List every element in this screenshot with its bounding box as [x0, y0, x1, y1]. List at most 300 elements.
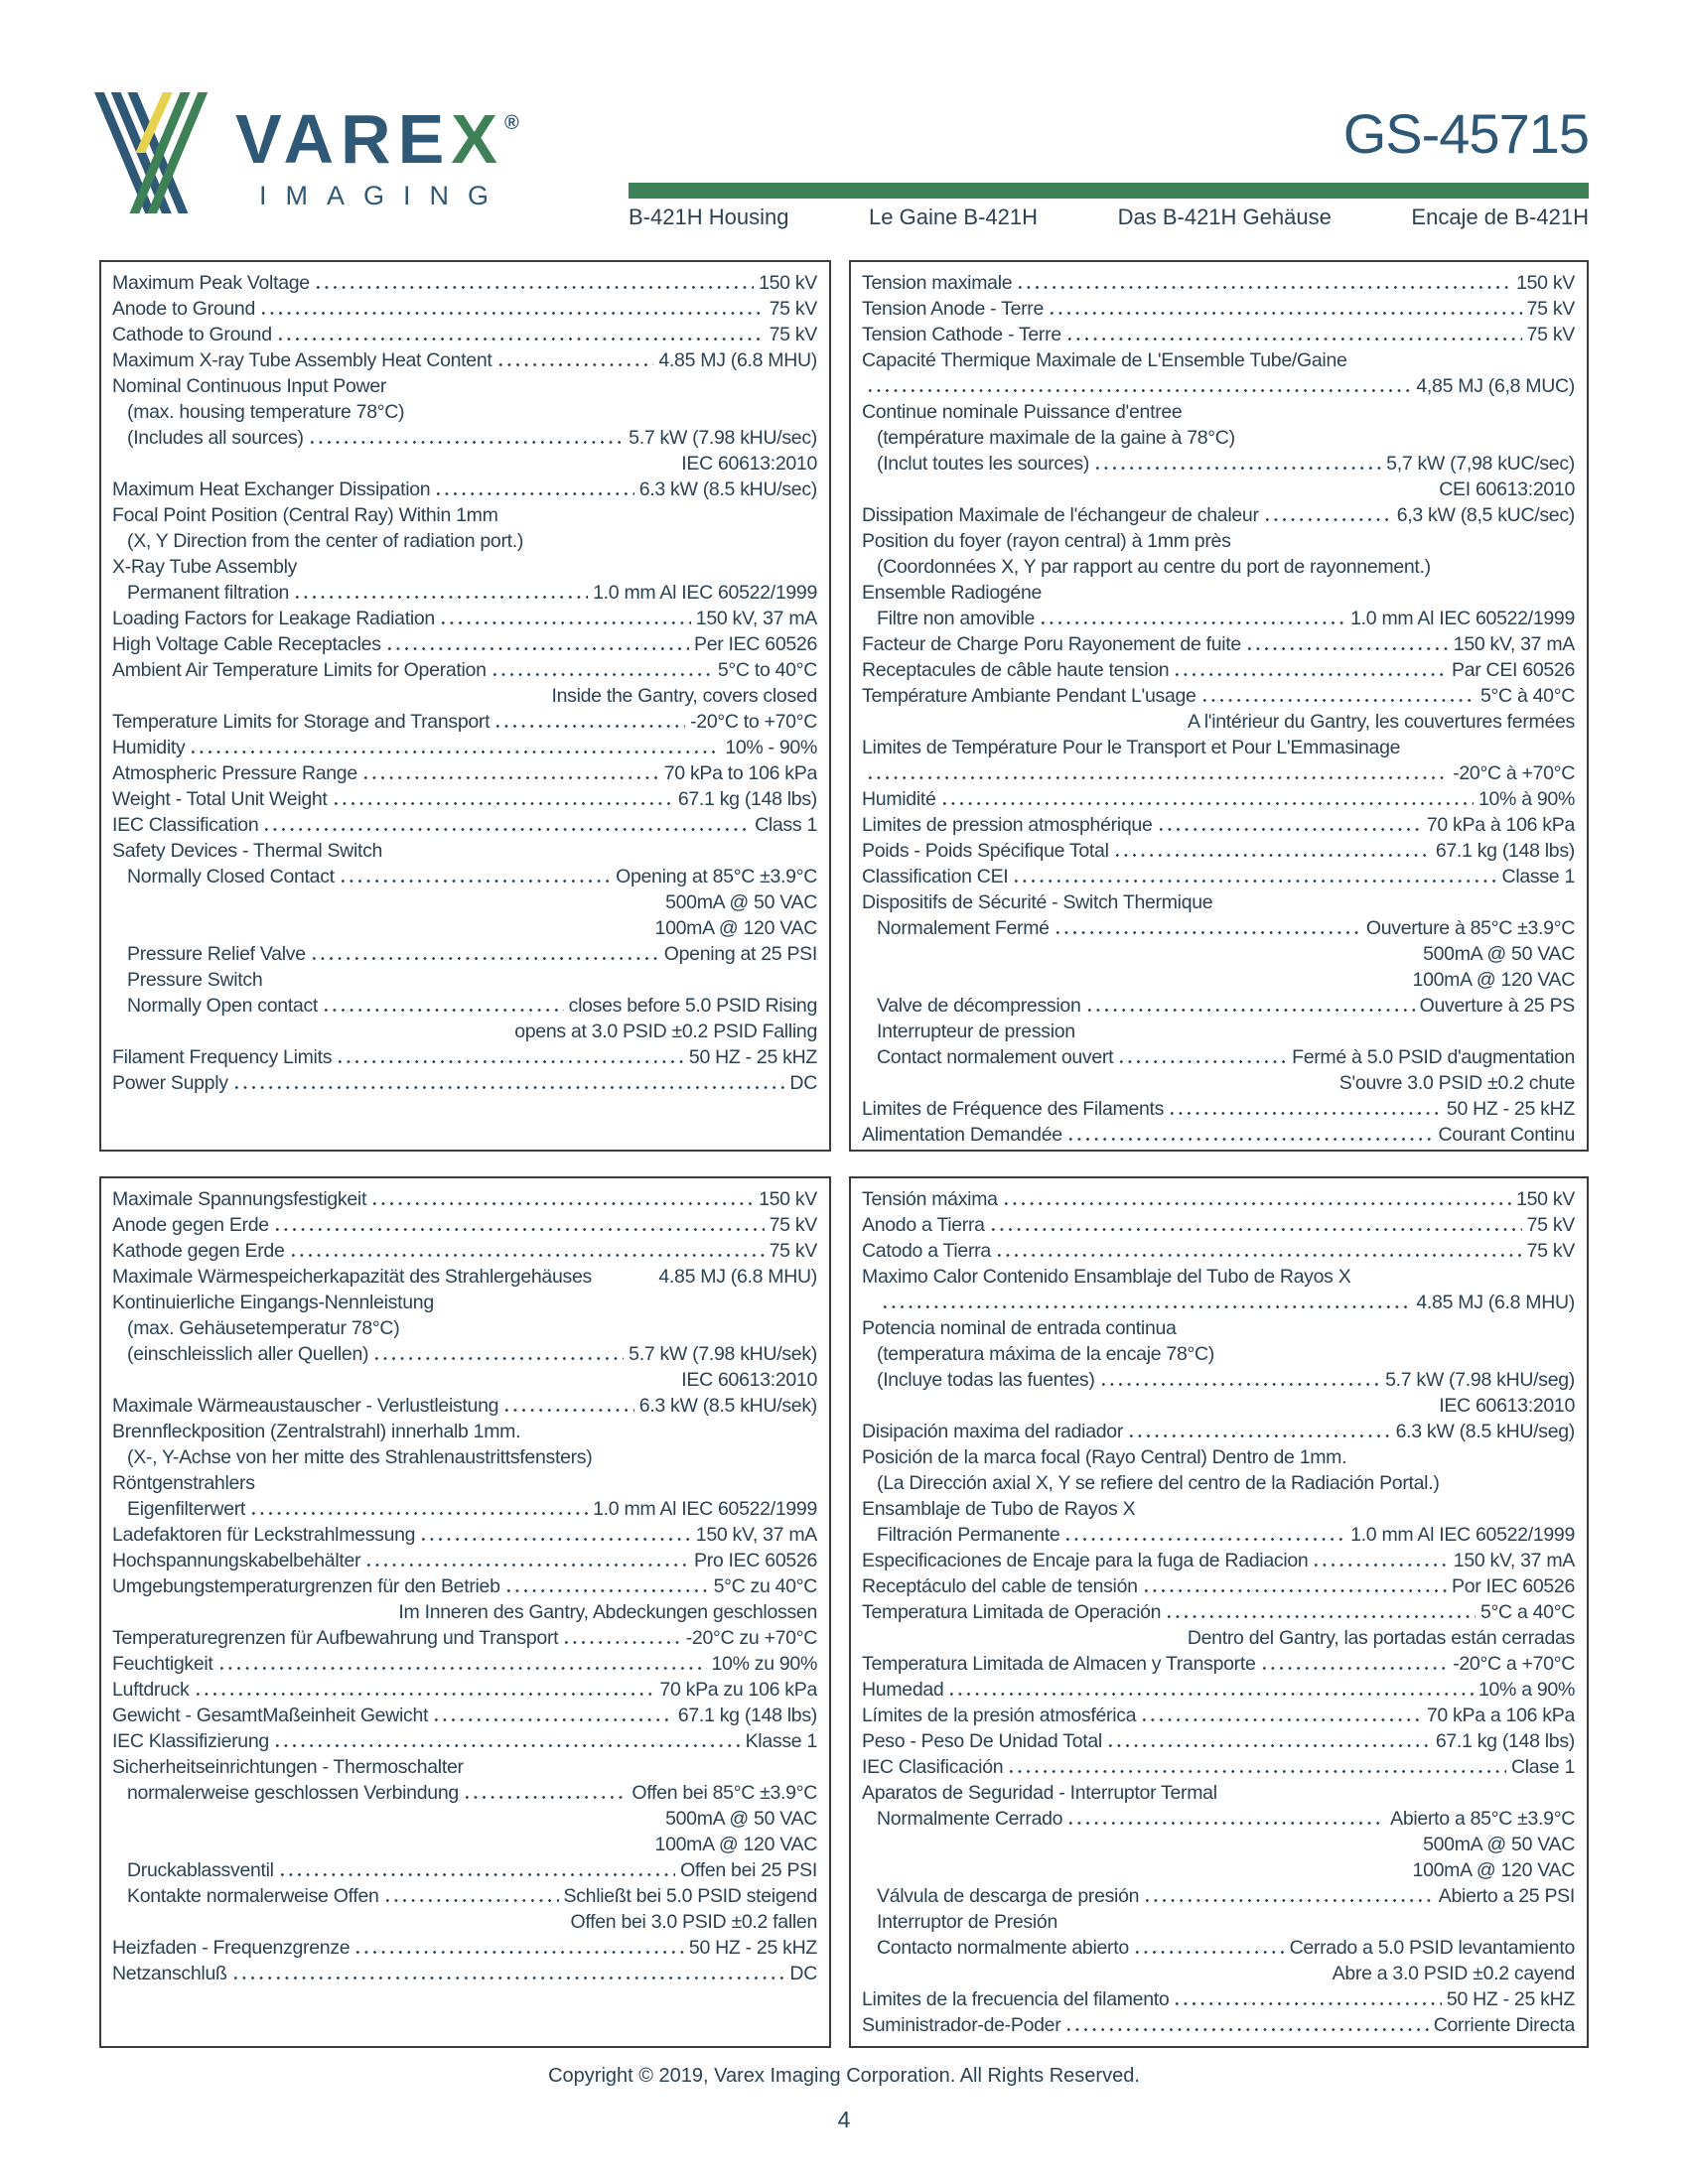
- spec-row: [862, 1703, 1575, 1728]
- spec-label: (max. Gehäusetemperatur 78°C): [127, 1317, 400, 1339]
- dot-leader: [462, 1780, 628, 1806]
- spec-value: 70 kPa à 106 kPa: [1426, 814, 1575, 836]
- dot-leader: [501, 1393, 634, 1419]
- spec-row: [112, 502, 817, 528]
- dot-leader: [1311, 1548, 1448, 1573]
- spec-label: Ensamblaje de Tubo de Rayos X: [862, 1498, 1136, 1520]
- spec-value: CEI 60613:2010: [1439, 478, 1575, 500]
- spec-label: Anode to Ground: [112, 298, 256, 320]
- spec-value: 70 kPa zu 106 kPa: [659, 1679, 817, 1701]
- brand-prefix: VARE: [235, 100, 452, 178]
- dot-leader: [331, 786, 673, 812]
- spec-row: [112, 1548, 817, 1573]
- spec-row: [112, 606, 817, 631]
- dot-leader: [1141, 1573, 1447, 1599]
- spec-value: 500mA @ 50 VAC: [1423, 943, 1575, 965]
- dot-leader: [1172, 1986, 1441, 2012]
- spec-value: Cerrado a 5.0 PSID levantamiento: [1289, 1937, 1575, 1959]
- spec-label: Weight - Total Unit Weight: [112, 788, 328, 810]
- spec-label: Druckablassventil: [127, 1859, 274, 1881]
- spec-row: [862, 709, 1575, 735]
- spec-value: Opening at 85°C ±3.9°C: [616, 866, 817, 887]
- spec-value: 500mA @ 50 VAC: [665, 1808, 817, 1830]
- spec-row: [862, 1238, 1575, 1264]
- spec-label: Röntgenstrahlers: [112, 1472, 255, 1494]
- spec-row: [112, 967, 817, 993]
- spec-row: [112, 709, 817, 735]
- product-code: GS-45715: [1342, 102, 1589, 165]
- spec-label: Dispositifs de Sécurité - Switch Thermique: [862, 891, 1213, 913]
- spec-value: 4.85 MJ (6.8 MHU): [1416, 1292, 1575, 1313]
- spec-row: [862, 1883, 1575, 1909]
- registered-mark: ®: [504, 112, 519, 134]
- spec-row: [112, 1677, 817, 1703]
- spec-value: 100mA @ 120 VAC: [1412, 969, 1575, 991]
- spec-value: 1.0 mm Al IEC 60522/1999: [593, 582, 817, 604]
- spec-row: [862, 373, 1575, 399]
- spec-label: Maximum X-ray Tube Assembly Heat Content: [112, 349, 492, 371]
- spec-row: [112, 451, 817, 477]
- spec-value: A l'intérieur du Gantry, les couvertures fermées: [1188, 711, 1575, 733]
- spec-row: [862, 2012, 1575, 2038]
- spec-value: 75 kV: [769, 1214, 817, 1236]
- spec-label: Maximo Calor Contenido Ensamblaje del Tubo de Rayos X: [862, 1266, 1351, 1288]
- spec-label: Anodo a Tierra: [862, 1214, 985, 1236]
- spec-row: [112, 1703, 817, 1728]
- spec-value: 500mA @ 50 VAC: [1423, 1834, 1575, 1855]
- spec-row: [112, 1290, 817, 1315]
- spec-row: [112, 657, 817, 683]
- spec-value: Opening at 25 PSI: [663, 943, 817, 965]
- spec-row: [862, 941, 1575, 967]
- spec-row: [862, 296, 1575, 322]
- spec-value: Class 1: [755, 814, 817, 836]
- spec-label: Maximale Spannungsfestigkeit: [112, 1188, 367, 1210]
- spec-row: [862, 735, 1575, 760]
- spec-label: Limites de la frecuencia del filamento: [862, 1988, 1170, 2010]
- spec-value: 5°C to 40°C: [717, 659, 817, 681]
- spec-label: (Coordonnées X, Y par rapport au centre du port de rayonnement.): [877, 556, 1431, 578]
- spec-value: 1.0 mm Al IEC 60522/1999: [1350, 608, 1575, 629]
- spec-label: Limites de Température Pour le Transport et Pour L'Emmasinage: [862, 737, 1401, 758]
- spec-label: Interruptor de Presión: [877, 1911, 1058, 1933]
- spec-row: [112, 1728, 817, 1754]
- spec-row: [112, 580, 817, 606]
- spec-value: 67.1 kg (148 lbs): [677, 788, 817, 810]
- spec-value: Clase 1: [1510, 1756, 1575, 1778]
- spec-label: Válvula de descarga de presión: [877, 1885, 1140, 1907]
- dot-leader: [1064, 322, 1522, 347]
- spec-row: [862, 1186, 1575, 1212]
- spec-value: 67.1 kg (148 lbs): [677, 1705, 817, 1726]
- spec-row: [112, 1019, 817, 1044]
- spec-label: Ensemble Radiogéne: [862, 582, 1043, 604]
- spec-row: [112, 296, 817, 322]
- dot-leader: [1065, 1122, 1434, 1148]
- dot-leader: [1092, 451, 1381, 477]
- spec-label: Gewicht - GesamtMaßeinheit Gewicht: [112, 1705, 429, 1726]
- spec-label: Focal Point Position (Central Ray) Within 1mm: [112, 504, 498, 526]
- dot-leader: [1139, 1703, 1422, 1728]
- dot-leader: [561, 1625, 680, 1651]
- spec-row: [862, 1573, 1575, 1599]
- spec-row: [112, 1651, 817, 1677]
- spec-label: Poids - Poids Spécifique Total: [862, 840, 1109, 862]
- spec-value: Klasse 1: [745, 1730, 817, 1752]
- brand-name: [235, 87, 519, 178]
- dot-leader: [1167, 1096, 1442, 1122]
- dot-leader: [503, 1573, 709, 1599]
- spec-row: [862, 322, 1575, 347]
- spec-value: 75 kV: [769, 324, 817, 345]
- spec-row: [862, 425, 1575, 451]
- spec-label: normalerweise geschlossen Verbindung: [127, 1782, 459, 1804]
- spec-row: [862, 1651, 1575, 1677]
- spec-row: [862, 1780, 1575, 1806]
- spec-label: Valve de décompression: [877, 995, 1081, 1017]
- dot-leader: [1199, 683, 1476, 709]
- dot-leader: [272, 1212, 765, 1238]
- spec-label: Eigenfilterwert: [127, 1498, 246, 1520]
- spec-value: 6.3 kW (8.5 kHU/sec): [638, 478, 817, 500]
- spec-value: 5°C a 40°C: [1480, 1601, 1575, 1623]
- spec-label: Hochspannungskabelbehälter: [112, 1550, 361, 1571]
- spec-row: [862, 1522, 1575, 1548]
- spec-row: [862, 1264, 1575, 1290]
- spec-label: Température Ambiante Pendant L'usage: [862, 685, 1196, 707]
- spec-label: Kathode gegen Erde: [112, 1240, 285, 1262]
- spec-value: Im Inneren des Gantry, Abdeckungen geschlossen: [398, 1601, 817, 1623]
- spec-row: [862, 502, 1575, 528]
- spec-row: [112, 1186, 817, 1212]
- spec-label: (temperatura máxima de la encaje 78°C): [877, 1343, 1214, 1365]
- spec-label: Classification CEI: [862, 866, 1009, 887]
- spec-panel-spanish: [849, 1176, 1589, 2048]
- spec-row: [862, 1496, 1575, 1522]
- dot-leader: [338, 864, 611, 889]
- dot-leader: [384, 631, 689, 657]
- spec-label: Limites de Fréquence des Filaments: [862, 1098, 1165, 1120]
- dot-leader: [230, 1961, 785, 1986]
- spec-row: [862, 1444, 1575, 1470]
- spec-row: [862, 1986, 1575, 2012]
- spec-row: [112, 1212, 817, 1238]
- spec-label: Loading Factors for Leakage Radiation: [112, 608, 435, 629]
- spec-value: Classe 1: [1501, 866, 1575, 887]
- varex-logo: [94, 87, 519, 218]
- dot-leader: [946, 1677, 1474, 1703]
- spec-value: 150 kV, 37 mA: [695, 608, 817, 629]
- spec-value: 6.3 kW (8.5 kHU/seg): [1395, 1421, 1575, 1442]
- spec-row: [112, 1444, 817, 1470]
- spec-row: [862, 270, 1575, 296]
- spec-row: [112, 1315, 817, 1341]
- spec-row: [862, 1935, 1575, 1961]
- spec-row: [112, 1806, 817, 1832]
- spec-label: Tension maximale: [862, 272, 1013, 294]
- dot-leader: [1112, 838, 1431, 864]
- dot-leader: [1126, 1419, 1391, 1444]
- spec-label: Humidité: [862, 788, 936, 810]
- spec-value: 50 HZ - 25 kHZ: [688, 1937, 817, 1959]
- spec-value: Corriente Directa: [1433, 2014, 1575, 2036]
- spec-value: 100mA @ 120 VAC: [654, 917, 817, 939]
- dot-leader: [288, 1238, 765, 1264]
- spec-row: [862, 1044, 1575, 1070]
- spec-label: Heizfaden - Frequenzgrenze: [112, 1937, 351, 1959]
- spec-row: [862, 1806, 1575, 1832]
- spec-value: 75 kV: [1526, 1240, 1575, 1262]
- spec-row: [112, 1367, 817, 1393]
- spec-value: 50 HZ - 25 kHZ: [688, 1046, 817, 1068]
- dot-leader: [369, 1186, 754, 1212]
- dot-leader: [939, 786, 1474, 812]
- spec-row: [862, 657, 1575, 683]
- spec-row: [862, 760, 1575, 786]
- spec-value: IEC 60613:2010: [681, 453, 817, 475]
- spec-value: 10% à 90%: [1477, 788, 1575, 810]
- spec-value: -20°C à +70°C: [1453, 762, 1575, 784]
- spec-row: [862, 1599, 1575, 1625]
- spec-value: 150 kV: [759, 272, 817, 294]
- spec-row: [112, 1883, 817, 1909]
- spec-label: Especificaciones de Encaje para la fuga de Radiacion: [862, 1550, 1309, 1571]
- spec-row: [862, 1625, 1575, 1651]
- dot-leader: [994, 1238, 1522, 1264]
- dot-leader: [1065, 1806, 1385, 1832]
- spec-value: 5.7 kW (7.98 kHU/sek): [629, 1343, 817, 1365]
- footer-copyright: Copyright © 2019, Varex Imaging Corporation. All Rights Reserved.: [548, 2065, 1140, 2087]
- spec-panel-english: [99, 260, 831, 1152]
- spec-row: [112, 1780, 817, 1806]
- spec-row: [112, 1341, 817, 1367]
- spec-row: [112, 1935, 817, 1961]
- language-header-row: [629, 205, 1589, 230]
- dot-leader: [272, 1728, 741, 1754]
- dot-leader: [1011, 864, 1496, 889]
- spec-value: Par CEI 60526: [1451, 659, 1575, 681]
- dot-leader: [1062, 1522, 1345, 1548]
- spec-row: [112, 1573, 817, 1599]
- spec-row: [862, 451, 1575, 477]
- dot-leader: [492, 709, 685, 735]
- spec-label: Normally Open contact: [127, 995, 319, 1017]
- spec-row: [862, 1832, 1575, 1857]
- spec-label: (einschleisslich aller Quellen): [127, 1343, 369, 1365]
- spec-label: Tensión máxima: [862, 1188, 998, 1210]
- dot-leader: [438, 606, 691, 631]
- spec-label: Anode gegen Erde: [112, 1214, 269, 1236]
- spec-row: [862, 1367, 1575, 1393]
- spec-label: (max. housing temperature 78°C): [127, 401, 405, 423]
- spec-row: [112, 683, 817, 709]
- spec-label: Normally Closed Contact: [127, 866, 335, 887]
- spec-label: Facteur de Charge Poru Rayonement de fuite: [862, 633, 1241, 655]
- spec-label: Normalement Fermé: [877, 917, 1050, 939]
- spec-label: Nominal Continuous Input Power: [112, 375, 387, 397]
- spec-value: 5°C à 40°C: [1480, 685, 1575, 707]
- dot-leader: [275, 322, 765, 347]
- spec-row: [112, 812, 817, 838]
- spec-value: Por IEC 60526: [1451, 1575, 1575, 1597]
- spec-row: [112, 1961, 817, 1986]
- spec-row: [862, 1677, 1575, 1703]
- spec-label: (Inclut toutes les sources): [877, 453, 1090, 475]
- spec-value: 100mA @ 120 VAC: [1412, 1859, 1575, 1881]
- spec-label: Temperatura Limitada de Almacen y Transporte: [862, 1653, 1256, 1675]
- spec-row: [112, 1599, 817, 1625]
- spec-row: [862, 1548, 1575, 1573]
- dot-leader: [431, 1703, 673, 1728]
- spec-label: IEC Clasificación: [862, 1756, 1004, 1778]
- spec-row: [862, 1290, 1575, 1315]
- spec-row: [862, 864, 1575, 889]
- spec-row: [112, 347, 817, 373]
- spec-label: Pressure Switch: [127, 969, 263, 991]
- spec-label: Limites de pression atmosphérique: [862, 814, 1153, 836]
- dot-leader: [188, 735, 720, 760]
- dot-leader: [1156, 812, 1422, 838]
- brand-x: X: [451, 100, 504, 178]
- spec-label: Posición de la marca focal (Rayo Central) Dentro de 1mm.: [862, 1446, 1347, 1468]
- spec-value: 75 kV: [1526, 298, 1575, 320]
- dot-leader: [292, 580, 588, 606]
- spec-value: 5°C zu 40°C: [713, 1575, 817, 1597]
- spec-row: [862, 1315, 1575, 1341]
- dot-leader: [363, 1548, 689, 1573]
- spec-label: Receptacules de câble haute tension: [862, 659, 1170, 681]
- spec-label: Ambient Air Temperature Limits for Operation: [112, 659, 487, 681]
- spec-value: 150 kV, 37 mA: [1453, 633, 1575, 655]
- spec-label: Netzanschluß: [112, 1963, 227, 1984]
- dot-leader: [1132, 1935, 1285, 1961]
- spec-label: IEC Klassifizierung: [112, 1730, 269, 1752]
- spec-value: 1.0 mm Al IEC 60522/1999: [1350, 1524, 1575, 1546]
- spec-value: Ouverture à 25 PS: [1419, 995, 1575, 1017]
- spec-row: [112, 915, 817, 941]
- spec-row: [862, 1857, 1575, 1883]
- dot-leader: [1084, 993, 1415, 1019]
- dot-leader: [1142, 1883, 1434, 1909]
- spec-row: [112, 941, 817, 967]
- spec-row: [862, 1961, 1575, 1986]
- spec-label: Contacto normalmente abierto: [877, 1937, 1129, 1959]
- spec-row: [112, 270, 817, 296]
- spec-value: 10% zu 90%: [711, 1653, 817, 1675]
- spec-label: Tension Anode - Terre: [862, 298, 1045, 320]
- spec-row: [112, 735, 817, 760]
- spec-value: 100mA @ 120 VAC: [654, 1834, 817, 1855]
- spec-label: Kontakte normalerweise Offen: [127, 1885, 379, 1907]
- spec-value: Offen bei 85°C ±3.9°C: [632, 1782, 817, 1804]
- dot-leader: [321, 993, 564, 1019]
- spec-label: Temperatura Limitada de Operación: [862, 1601, 1162, 1623]
- spec-label: Catodo a Tierra: [862, 1240, 991, 1262]
- spec-label: Safety Devices - Thermal Switch: [112, 840, 383, 862]
- spec-value: 150 kV, 37 mA: [695, 1524, 817, 1546]
- spec-value: 10% a 90%: [1477, 1679, 1575, 1701]
- spec-row: [862, 1393, 1575, 1419]
- dot-leader: [1105, 1728, 1431, 1754]
- spec-value: 4.85 MJ (6.8 MHU): [658, 349, 817, 371]
- spec-value: opens at 3.0 PSID ±0.2 PSID Falling: [514, 1021, 817, 1042]
- spec-value: -20°C a +70°C: [1453, 1653, 1575, 1675]
- spec-row: [862, 1212, 1575, 1238]
- spec-value: -20°C zu +70°C: [685, 1627, 817, 1649]
- spec-panel-german: [99, 1176, 831, 2048]
- dot-leader: [1259, 1651, 1449, 1677]
- spec-label: Power Supply: [112, 1072, 228, 1094]
- spec-value: 75 kV: [769, 298, 817, 320]
- spec-value: IEC 60613:2010: [681, 1369, 817, 1391]
- spec-row: [112, 1393, 817, 1419]
- dot-leader: [352, 1935, 684, 1961]
- spec-row: [112, 373, 817, 399]
- spec-row: [862, 1728, 1575, 1754]
- spec-label: Filtre non amovible: [877, 608, 1036, 629]
- spec-label: (température maximale de la gaine à 78°C): [877, 427, 1235, 449]
- dot-leader: [433, 477, 633, 502]
- spec-row: [862, 967, 1575, 993]
- spec-label: Filament Frequency Limits: [112, 1046, 333, 1068]
- spec-row: [862, 1070, 1575, 1096]
- dot-leader: [307, 425, 625, 451]
- spec-row: [112, 1044, 817, 1070]
- spec-label: Pressure Relief Valve: [127, 943, 306, 965]
- spec-label: Suministrador-de-Poder: [862, 2014, 1061, 2036]
- spec-value: 50 HZ - 25 kHZ: [1446, 1098, 1575, 1120]
- spec-label: Alimentation Demandée: [862, 1124, 1062, 1146]
- spec-row: [862, 1122, 1575, 1148]
- spec-value: 150 kV: [1516, 1188, 1575, 1210]
- spec-row: [112, 760, 817, 786]
- dot-leader: [865, 760, 1448, 786]
- spec-row: [862, 786, 1575, 812]
- spec-value: -20°C to +70°C: [690, 711, 817, 733]
- dot-leader: [371, 1341, 624, 1367]
- dot-leader: [1006, 1754, 1506, 1780]
- dot-leader: [1116, 1044, 1287, 1070]
- spec-row: [112, 1496, 817, 1522]
- spec-row: [862, 838, 1575, 864]
- lang-label-spanish: Encaje de B-421H: [1411, 205, 1589, 229]
- spec-value: 75 kV: [1526, 324, 1575, 345]
- page-number: 4: [837, 2107, 851, 2132]
- spec-value: Pro IEC 60526: [693, 1550, 817, 1571]
- spec-value: 67.1 kg (148 lbs): [1435, 1730, 1575, 1752]
- spec-label: Position du foyer (rayon central) à 1mm près: [862, 530, 1231, 552]
- spec-row: [862, 399, 1575, 425]
- spec-row: [862, 580, 1575, 606]
- spec-label: Temperature Limits for Storage and Transport: [112, 711, 491, 733]
- dot-leader: [335, 1044, 684, 1070]
- varex-logo-mark-icon: [94, 87, 221, 218]
- dot-leader: [277, 1857, 675, 1883]
- spec-row: [112, 993, 817, 1019]
- spec-row: [862, 683, 1575, 709]
- spec-row: [862, 1341, 1575, 1367]
- spec-value: 150 kV: [1516, 272, 1575, 294]
- spec-label: (Includes all sources): [127, 427, 304, 449]
- spec-label: High Voltage Cable Receptacles: [112, 633, 381, 655]
- spec-label: IEC Classification: [112, 814, 259, 836]
- spec-row: [862, 993, 1575, 1019]
- spec-label: Filtración Permanente: [877, 1524, 1060, 1546]
- spec-row: [862, 1419, 1575, 1444]
- dot-leader: [231, 1070, 785, 1096]
- spec-row: [112, 1264, 817, 1290]
- spec-value: 67.1 kg (148 lbs): [1435, 840, 1575, 862]
